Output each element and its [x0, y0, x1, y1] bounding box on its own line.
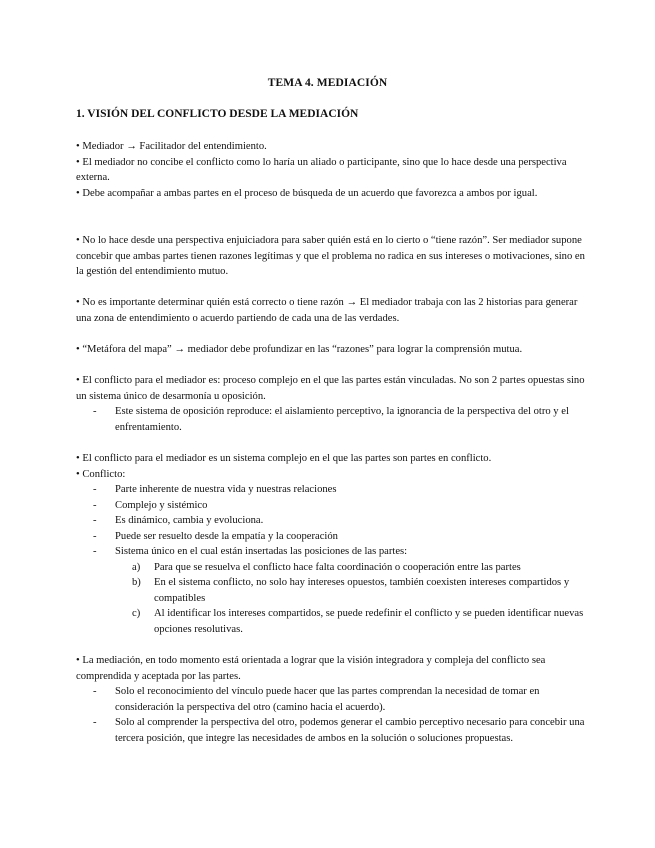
- document-title: TEMA 4. MEDIACIÓN: [267, 77, 388, 89]
- intro-bullets: [76, 139, 586, 201]
- paragraph-proceso-complejo: [76, 373, 586, 435]
- sub-item-text: Para que se resuelva el conflicto hace falta coordinación o cooperación entre las partes: [154, 561, 521, 573]
- paragraph-metafora: [76, 342, 586, 358]
- sub-item-text: Al identificar los intereses compartidos, se puede redefinir el conflicto y se pueden identificar nuevas opciones resolutivas.: [154, 608, 584, 635]
- bullet-enjuiciadora: • No lo hace desde una perspectiva enjuiciadora para saber quién está en lo cierto o “tiene razón”. Ser mediador supone concebir que ambas partes tienen razones legítimas y que el problema no radica en sus intereses o motivaciones, sino en la gestión del entendimiento mutuo.: [76, 235, 585, 277]
- bullet-proceso-complejo: • El conflicto para el mediador es: proceso complejo en el que las partes están vinculadas. No son 2 partes opuestas sino un sistema único de desarmonía u oposición.: [76, 375, 585, 402]
- sub-item-label: a): [132, 561, 141, 573]
- bullet-metafora-mapa: • “Metáfora del mapa” → mediador debe profundizar en las “razones” para lograr la comprensión mutua.: [76, 344, 523, 355]
- sub-item-text: En el sistema conflicto, no solo hay intereses opuestos, también coexisten intereses compartidos y compatibles: [154, 577, 570, 604]
- bullet-sistema-complejo: • El conflicto para el mediador es un sistema complejo en el que las partes son partes en conflicto.: [76, 453, 492, 464]
- paragraph-dos-historias: [76, 295, 586, 326]
- dash-empatia: - Puede ser resuelto desde la empatía y la cooperación: [76, 529, 586, 545]
- bullet-acompanar: • Debe acompañar a ambas partes en el proceso de búsqueda de un acuerdo que favorezca a ambos por igual.: [76, 187, 538, 199]
- paragraph-mediacion: [76, 653, 586, 746]
- sub-item-c: [76, 606, 586, 637]
- dash-dinamico: - Es dinámico, cambia y evoluciona.: [76, 513, 586, 529]
- dash-reconocimiento-vinculo: - Solo el reconocimiento del vínculo puede hacer que las partes comprendan la necesidad de tomar en consideración la perspectiva del otro (camino hacia el acuerdo).: [76, 684, 586, 715]
- sub-item-b: [76, 575, 586, 606]
- dash-sistema-oposicion: - Este sistema de oposición reproduce: el aislamiento perceptivo, la ignorancia de la perspectiva del otro y el enfrentamiento.: [76, 404, 586, 435]
- sub-item-label: c): [132, 608, 141, 619]
- bullet-conflicto: • Conflicto:: [76, 468, 126, 480]
- bullet-mediador: • Mediador → Facilitador del entendimiento.: [76, 141, 267, 152]
- dash-parte-inherente: - Parte inherente de nuestra vida y nuestras relaciones: [76, 482, 586, 498]
- sub-item-a: [76, 560, 586, 576]
- paragraph-conflicto: [76, 451, 586, 637]
- section-heading: 1. VISIÓN DEL CONFLICTO DESDE LA MEDIACIÓN: [76, 108, 359, 120]
- bullet-vision-integradora: • La mediación, en todo momento está orientada a lograr que la visión integradora y compleja del conflicto sea comprendida y aceptada por las partes.: [76, 655, 546, 682]
- bullet-perspectiva-externa: • El mediador no concibe el conflicto como lo haría un aliado o participante, sino que lo hace desde una perspectiva externa.: [76, 156, 567, 183]
- dash-sistema-unico: - Sistema único en el cual están insertadas las posiciones de las partes:: [76, 544, 586, 560]
- bullet-dos-historias: • No es importante determinar quién está correcto o tiene razón → El mediador trabaja con las 2 historias para generar una zona de entendimiento o acuerdo partiendo de cada una de las verdades.: [76, 297, 578, 324]
- paragraph-enjuiciadora: [76, 233, 586, 280]
- dash-complejo-sistemico: - Complejo y sistémico: [76, 498, 586, 514]
- sub-item-label: b): [132, 577, 141, 588]
- dash-tercera-posicion: - Solo al comprender la perspectiva del otro, podemos generar el cambio perceptivo necesario para concebir una tercera posición, que integre las necesidades de ambos en la solución o soluciones propuestas.: [76, 715, 586, 746]
